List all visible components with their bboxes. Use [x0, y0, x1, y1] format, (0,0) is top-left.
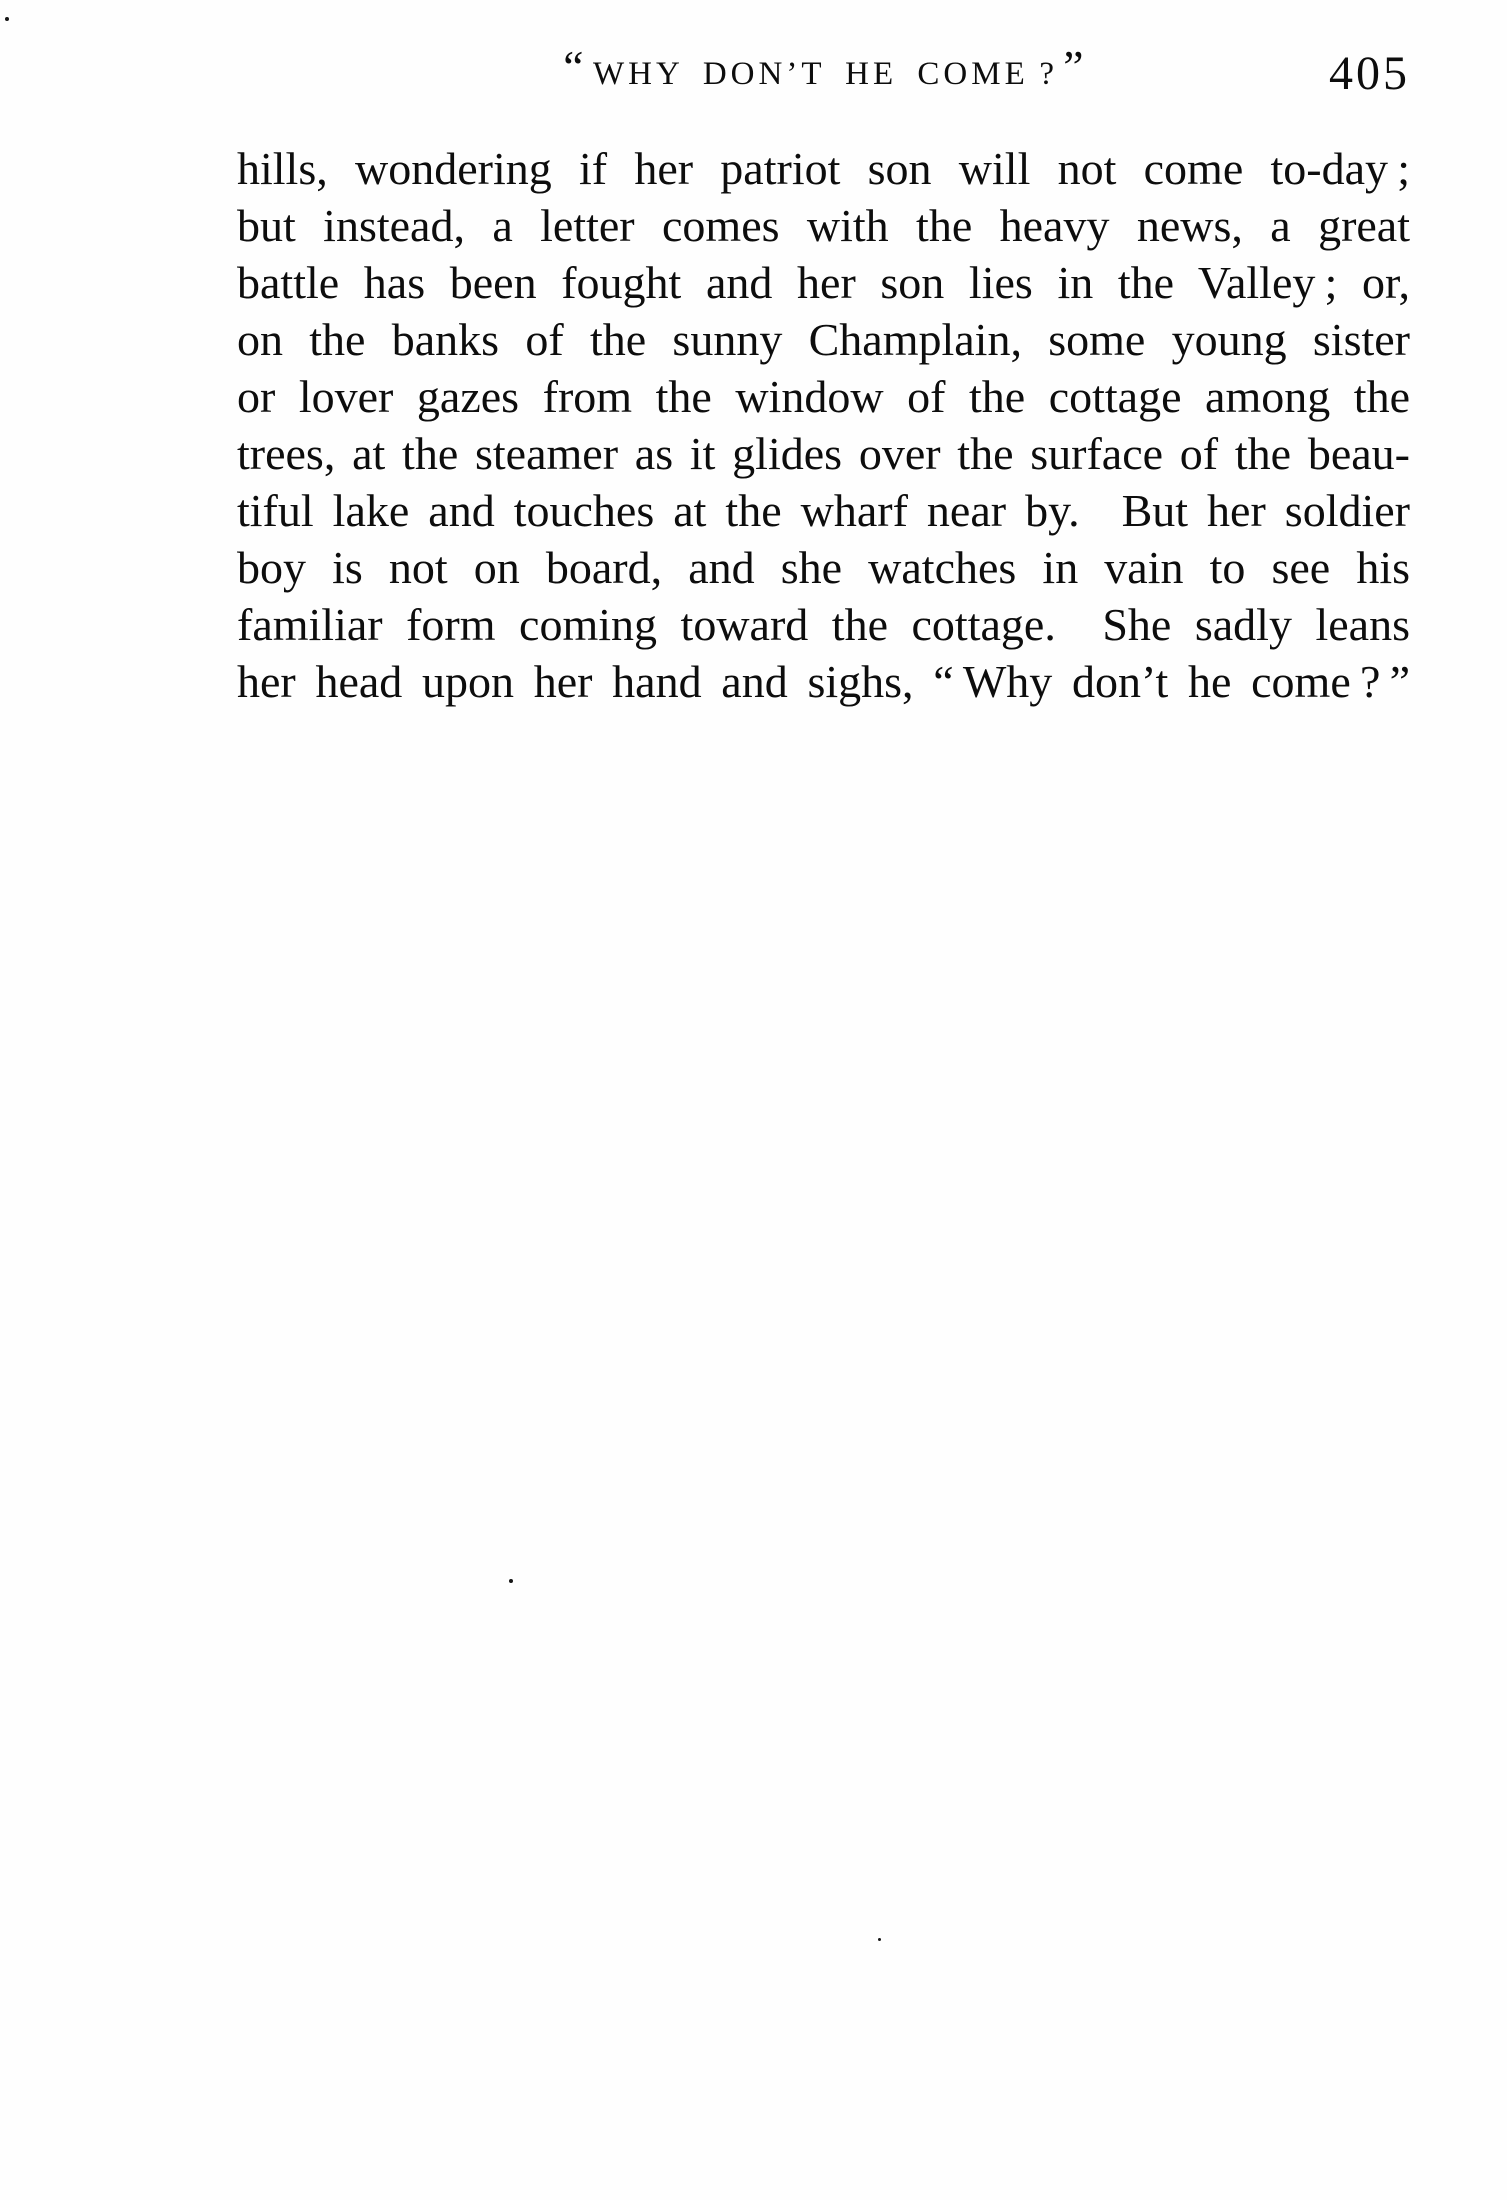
body-line: battle has been fought and her son lies in the Valley ; or, — [237, 257, 1410, 308]
page-number: 405 — [1329, 47, 1410, 100]
running-head — [237, 43, 1410, 100]
body-line: her head upon her hand and sighs, “ Why don’t he come ? ” — [237, 656, 1410, 707]
scan-speck — [5, 17, 9, 21]
body-line: hills, wondering if her patriot son will not come to-day ; — [237, 143, 1410, 194]
scan-speck — [509, 1579, 513, 1583]
scan-speck — [878, 1938, 881, 1941]
running-head-title: WHY DON’T HE COME ? — [593, 56, 1058, 92]
body-line: on the banks of the sunny Champlain, some young sister — [237, 314, 1410, 365]
body-line: trees, at the steamer as it glides over the surface of the beau- — [237, 428, 1410, 479]
open-quote: “ — [563, 43, 584, 94]
body-line: or lover gazes from the window of the cottage among the — [237, 371, 1410, 422]
body-line: tiful lake and touches at the wharf near by. But her soldier — [237, 485, 1410, 536]
body-line: boy is not on board, and she watches in vain to see his — [237, 542, 1410, 593]
body-line: but instead, a letter comes with the heavy news, a great — [237, 200, 1410, 251]
close-quote: ” — [1063, 43, 1084, 94]
body-paragraph — [237, 140, 1410, 710]
body-line: familiar form coming toward the cottage. She sadly leans — [237, 599, 1410, 650]
